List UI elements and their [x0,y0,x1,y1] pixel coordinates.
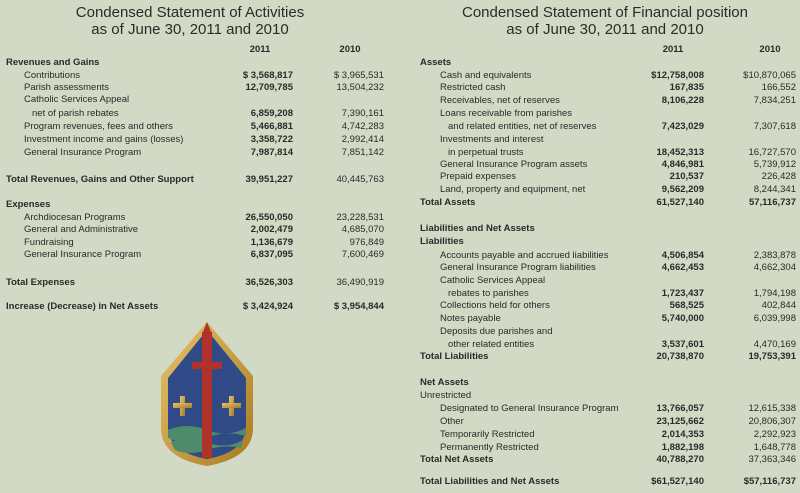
value-2010: 4,742,283 [341,121,384,132]
row-label: rebates to parishes [448,288,529,299]
expenses-heading: Expenses [6,199,51,210]
diocesan-crest-icon [155,318,259,468]
row-label: Archdiocesan Programs [24,212,126,223]
value-2011: 7,987,814 [250,147,293,158]
value-2011: 1,723,437 [661,288,704,299]
value-2011: 568,525 [669,300,704,311]
value-2011: 210,537 [669,171,704,182]
value-2010: 8,244,341 [753,184,796,195]
row-label: Permanently Restricted [440,442,539,453]
value-2011: 7,423,029 [661,121,704,132]
row-label: Contributions [24,70,80,81]
row-label: Cash and equivalents [440,70,532,81]
position-title-line1: Condensed Statement of Financial position [461,4,748,21]
row-label: Notes payable [440,313,501,324]
value-2010: 7,851,142 [341,147,384,158]
value-2010: 23,228,531 [336,212,384,223]
value-2010: 402,844 [761,300,796,311]
value-2011: 2,014,353 [661,429,704,440]
value-2011: 9,562,209 [661,184,704,195]
position-col-2011: 2011 [662,44,684,55]
liabilities-heading: Liabilities [420,236,464,247]
value-2010: $ 3,954,844 [333,301,384,312]
value-2010: $ 3,965,531 [333,70,384,81]
revenues-heading: Revenues and Gains [6,57,100,68]
deposits-label-line1: Deposits due parishes and [440,326,553,337]
value-2011: 4,846,981 [661,159,704,170]
value-2011: 5,740,000 [661,313,704,324]
value-2010: 4,685,070 [341,224,384,235]
value-2010: 2,992,414 [341,134,384,145]
row-label: other related entities [448,339,535,350]
value-2011: 39,951,227 [245,174,293,185]
value-2011: 1,882,198 [661,442,704,453]
row-label: Collections held for others [440,300,550,311]
value-2010: 1,648,778 [753,442,796,453]
value-2010: 1,794,198 [753,288,796,299]
value-2011: 8,106,228 [661,95,704,106]
csa-label-line1: Catholic Services Appeal [24,94,130,105]
value-2011: 2,002,479 [250,224,293,235]
value-2011: 6,837,095 [250,249,293,260]
value-2011: 12,709,785 [245,82,293,93]
value-2010: 37,363,346 [748,454,796,465]
value-2010: 4,662,304 [753,262,796,273]
activities-title-line1: Condensed Statement of Activities [75,4,305,21]
row-label: General Insurance Program liabilities [440,262,596,273]
row-label: Total Revenues, Gains and Other Support [6,174,194,185]
value-2011: 40,788,270 [656,454,704,465]
value-2011: 5,466,881 [250,121,293,132]
row-label: Receivables, net of reserves [440,95,560,106]
value-2010: $57,116,737 [743,476,796,487]
value-2011: 36,526,303 [245,277,293,288]
row-label: Parish assessments [24,82,110,93]
row-label: Increase (Decrease) in Net Assets [6,301,159,312]
value-2010: 40,445,763 [336,174,384,185]
value-2010: 13,504,232 [336,82,384,93]
row-label: in perpetual trusts [448,147,524,158]
unrestricted-heading: Unrestricted [420,390,472,401]
row-label: General Insurance Program [24,147,142,158]
value-2011: 61,527,140 [656,197,704,208]
value-2010: 57,116,737 [748,197,796,208]
value-2011: 4,506,854 [661,250,704,261]
value-2010: 7,834,251 [753,95,796,106]
value-2011: 23,125,662 [656,416,704,427]
row-label: Temporarily Restricted [440,429,535,440]
position-title-line2: as of June 30, 2011 and 2010 [506,21,704,38]
value-2011: 1,136,679 [250,237,293,248]
row-label: Program revenues, fees and others [24,121,173,132]
value-2010: 36,490,919 [336,277,384,288]
value-2010: $10,870,065 [743,70,796,81]
assets-heading: Assets [420,57,452,68]
value-2010: 7,390,161 [341,108,384,119]
value-2011: $12,758,008 [651,70,704,81]
row-label: Fundraising [24,237,74,248]
position-title [445,4,765,38]
loans-label-line1: Loans receivable from parishes [440,108,573,119]
value-2010: 12,615,338 [748,403,796,414]
position-col-2010: 2010 [759,44,781,55]
net-assets-heading: Net Assets [420,377,469,388]
row-label: General Insurance Program assets [440,159,588,170]
row-label: Total Liabilities and Net Assets [420,476,560,487]
activities-col-2011: 2011 [249,44,271,55]
csa-rebates-label-line1: Catholic Services Appeal [440,275,546,286]
value-2010: 6,039,998 [753,313,796,324]
activities-col-2010: 2010 [339,44,361,55]
value-2010: 16,727,570 [748,147,796,158]
value-2010: 2,292,923 [753,429,796,440]
row-label: Total Net Assets [420,454,494,465]
value-2011: 18,452,313 [656,147,704,158]
value-2010: 5,739,912 [753,159,796,170]
value-2011: 3,537,601 [661,339,704,350]
value-2011: 4,662,453 [661,262,704,273]
row-label: Total Assets [420,197,476,208]
row-label: Accounts payable and accrued liabilities [440,250,609,261]
value-2010: 19,753,391 [748,351,796,362]
value-2011: 3,358,722 [250,134,293,145]
row-label: General Insurance Program [24,249,142,260]
value-2011: 167,835 [669,82,704,93]
investments-label-line1: Investments and interest [440,134,544,145]
value-2010: 20,806,307 [748,416,796,427]
value-2011: $ 3,568,817 [242,70,293,81]
row-label: and related entities, net of reserves [448,121,597,132]
activities-title [40,4,340,38]
value-2011: $61,527,140 [651,476,704,487]
value-2010: 166,552 [761,82,796,93]
row-label: net of parish rebates [32,108,119,119]
row-label: Total Expenses [6,277,75,288]
row-label: Investment income and gains (losses) [24,134,184,145]
row-label: Total Liabilities [420,351,489,362]
value-2011: 26,550,050 [245,212,293,223]
value-2011: $ 3,424,924 [242,301,293,312]
row-label: Restricted cash [440,82,506,93]
value-2010: 976,849 [349,237,384,248]
value-2010: 7,307,618 [753,121,796,132]
activities-title-line2: as of June 30, 2011 and 2010 [91,21,289,38]
row-label: General and Administrative [24,224,139,235]
liabilities-net-assets-heading: Liabilities and Net Assets [420,223,535,234]
value-2011: 6,859,208 [250,108,293,119]
value-2011: 20,738,870 [656,351,704,362]
value-2010: 226,428 [761,171,796,182]
row-label: Land, property and equipment, net [440,184,586,195]
value-2011: 13,766,057 [656,403,704,414]
value-2010: 2,383,878 [753,250,796,261]
row-label: Prepaid expenses [440,171,517,182]
value-2010: 4,470,169 [753,339,796,350]
row-label: Other [440,416,464,427]
row-label: Designated to General Insurance Program [440,403,619,414]
value-2010: 7,600,469 [341,249,384,260]
